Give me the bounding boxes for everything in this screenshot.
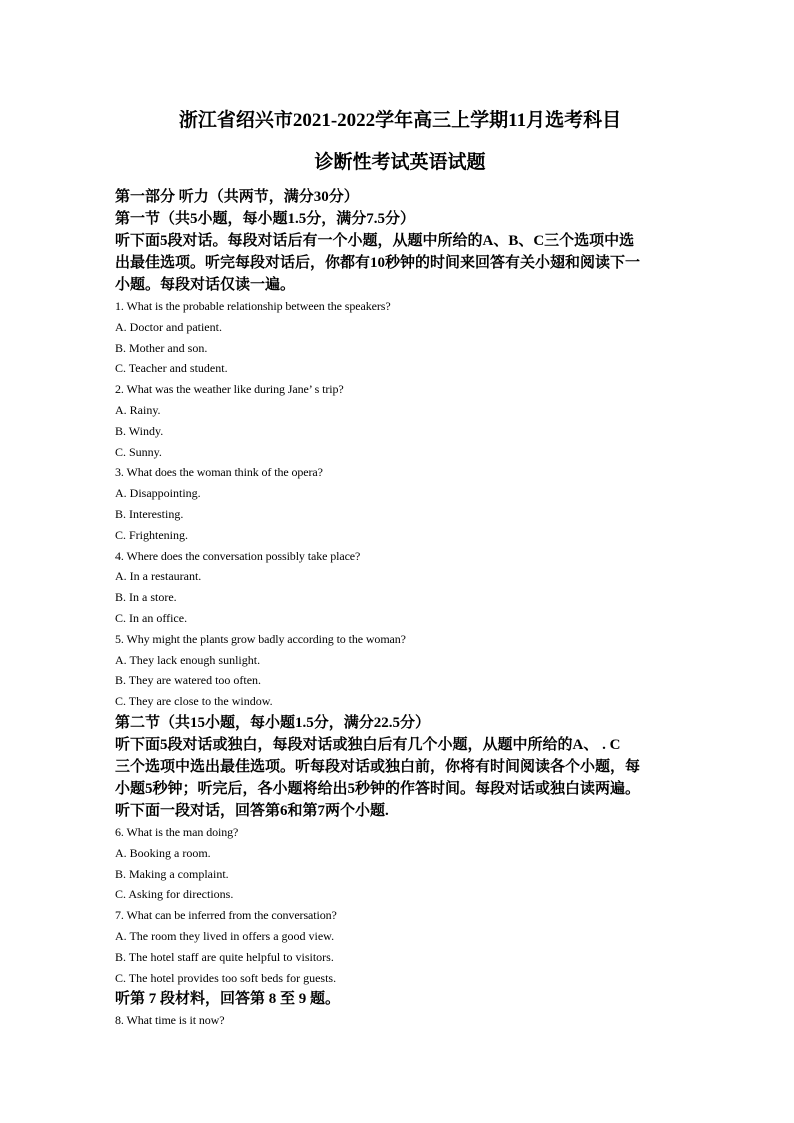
subsection-prompt: 听第 7 段材料，回答第 8 至 9 题。: [115, 991, 341, 1008]
question-stem: 7. What can be inferred from the conversation?: [115, 908, 337, 923]
question-stem: 6. What is the man doing?: [115, 824, 239, 839]
section1-heading: 第一节（共5小题，每小题1.5分，满分7.5分）: [115, 211, 416, 227]
section2-instruction-line: 小题5秒钟；听完后，各小题将给出5秒钟的作答时间。每段对话或独白读两遍。: [115, 780, 641, 797]
section1-instruction-line: 小题。每段对话仅读一遍。: [115, 277, 296, 293]
subsection-prompt: 听下面一段对话，回答第6和第7两个小题.: [115, 802, 389, 819]
question-stem: 1. What is the probable relationship between the speakers?: [115, 299, 391, 313]
section1-instruction-line: 出最佳选项。听完每段对话后，你都有10秒钟的时间来回答有关小翅和阅读下一: [115, 255, 641, 271]
answer-option: A. In a restaurant.: [115, 569, 202, 584]
exam-title-line1: 浙江省绍兴市2021-2022学年高三上学期11月选考科目: [178, 110, 622, 131]
answer-option: C. Asking for directions.: [115, 887, 234, 902]
question-stem: 3. What does the woman think of the opera?: [115, 465, 323, 480]
answer-option: B. Interesting.: [115, 506, 184, 521]
answer-option: B. In a store.: [115, 590, 177, 605]
question-stem: 4. Where does the conversation possibly take place?: [115, 548, 361, 563]
answer-option: B. They are watered too often.: [115, 673, 262, 688]
section2-instruction-line: 听下面5段对话或独白，每段对话或独白后有几个小题，从题中所给的A、 . C: [115, 736, 621, 753]
answer-option: C. Teacher and student.: [115, 361, 228, 376]
answer-option: C. Frightening.: [115, 527, 189, 542]
answer-option: C. The hotel provides too soft beds for guests.: [115, 970, 337, 985]
section1-instruction-line: 听下面5段对话。每段对话后有一个小题，从题中所给的A、B、C三个选项中选: [115, 233, 635, 249]
answer-option: C. Sunny.: [115, 444, 162, 459]
answer-option: C. They are close to the window.: [115, 694, 273, 709]
answer-option: A. Booking a room.: [115, 845, 211, 860]
answer-option: A. They lack enough sunlight.: [115, 652, 261, 667]
answer-option: A. The room they lived in offers a good view.: [115, 928, 335, 943]
section2-heading: 第二节（共15小题，每小题1.5分，满分22.5分）: [115, 714, 431, 731]
question-stem: 5. Why might the plants grow badly according to the woman?: [115, 631, 406, 646]
answer-option: B. The hotel staff are quite helpful to visitors.: [115, 949, 334, 964]
question-stem: 8. What time is it now?: [115, 1013, 225, 1028]
answer-option: A. Doctor and patient.: [115, 319, 222, 334]
question-stem: 2. What was the weather like during Jane’ s trip?: [115, 382, 344, 397]
part1-heading: 第一部分 听力（共两节，满分30分）: [115, 189, 359, 205]
answer-option: C. In an office.: [115, 610, 188, 625]
answer-option: B. Windy.: [115, 423, 164, 438]
answer-option: B. Making a complaint.: [115, 866, 229, 881]
answer-option: B. Mother and son.: [115, 340, 208, 355]
answer-option: A. Rainy.: [115, 402, 161, 417]
exam-page: [115, 100, 685, 1031]
answer-option: A. Disappointing.: [115, 486, 201, 501]
section2-instruction-line: 三个选项中选出最佳选项。听每段对话或独白前，你将有时间阅读各个小题，每: [115, 758, 641, 775]
exam-title-line2: 诊断性考试英语试题: [314, 152, 486, 173]
